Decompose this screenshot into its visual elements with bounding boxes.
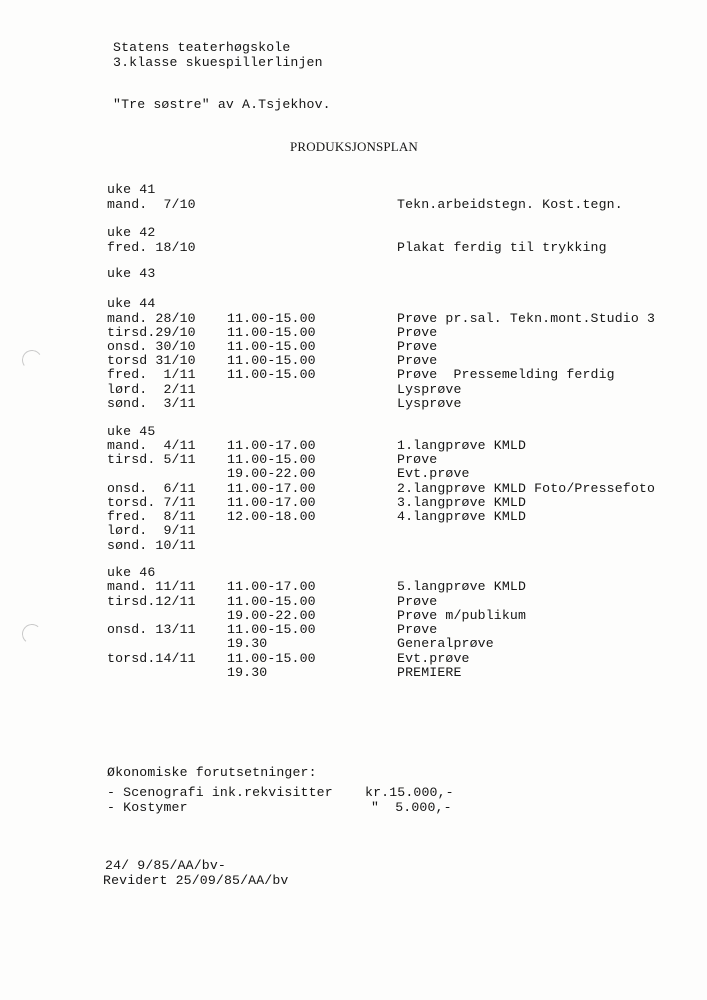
week-label: uke 42 bbox=[107, 225, 156, 240]
school-name: Statens teaterhøgskole bbox=[113, 40, 291, 55]
note: PREMIERE bbox=[397, 665, 462, 680]
note: Lysprøve bbox=[397, 382, 462, 397]
time-range: 19.30 bbox=[227, 665, 268, 680]
note: Tekn.arbeidstegn. Kost.tegn. bbox=[397, 197, 623, 212]
time-range: 11.00-17.00 bbox=[227, 495, 316, 510]
note: 2.langprøve KMLD Foto/Pressefoto bbox=[397, 481, 656, 496]
revision-line: Revidert 25/09/85/AA/bv bbox=[103, 873, 289, 888]
day-date: mand. 7/10 bbox=[107, 197, 196, 212]
note: Evt.prøve bbox=[397, 466, 470, 481]
day-date: fred. 18/10 bbox=[107, 240, 196, 255]
time-range: 11.00-15.00 bbox=[227, 353, 316, 368]
economy-item-amount: kr.15.000,- bbox=[365, 785, 454, 800]
day-date: mand. 28/10 bbox=[107, 311, 196, 326]
time-range: 11.00-15.00 bbox=[227, 594, 316, 609]
time-range: 19.30 bbox=[227, 636, 268, 651]
day-date: onsd. 30/10 bbox=[107, 339, 196, 354]
time-range: 11.00-17.00 bbox=[227, 481, 316, 496]
note: 4.langprøve KMLD bbox=[397, 509, 527, 524]
economy-heading: Økonomiske forutsetninger: bbox=[107, 765, 317, 780]
day-date: onsd. 13/11 bbox=[107, 622, 196, 637]
day-date: torsd 31/10 bbox=[107, 353, 196, 368]
economy-item-label: - Kostymer bbox=[107, 800, 188, 815]
note: Prøve bbox=[397, 339, 438, 354]
note: 5.langprøve KMLD bbox=[397, 579, 527, 594]
week-label: uke 43 bbox=[107, 266, 156, 281]
class-line: 3.klasse skuespillerlinjen bbox=[113, 55, 323, 70]
reference-line: 24/ 9/85/AA/bv- bbox=[105, 858, 226, 873]
week-label: uke 44 bbox=[107, 296, 156, 311]
page-title: PRODUKSJONSPLAN bbox=[290, 139, 418, 154]
note: Prøve bbox=[397, 325, 438, 340]
time-range: 11.00-15.00 bbox=[227, 367, 316, 382]
day-date: tirsd. 5/11 bbox=[107, 452, 196, 467]
time-range: 11.00-15.00 bbox=[227, 651, 316, 666]
punch-hole-mark bbox=[20, 348, 43, 371]
note: 3.langprøve KMLD bbox=[397, 495, 527, 510]
note: Prøve Pressemelding ferdig bbox=[397, 367, 615, 382]
day-date: fred. 8/11 bbox=[107, 509, 196, 524]
day-date: onsd. 6/11 bbox=[107, 481, 196, 496]
economy-item-label: - Scenografi ink.rekvisitter bbox=[107, 785, 333, 800]
day-date: tirsd.29/10 bbox=[107, 325, 196, 340]
note: Lysprøve bbox=[397, 396, 462, 411]
time-range: 11.00-15.00 bbox=[227, 622, 316, 637]
week-label: uke 46 bbox=[107, 565, 156, 580]
day-date: tirsd.12/11 bbox=[107, 594, 196, 609]
note: Prøve bbox=[397, 594, 438, 609]
time-range: 11.00-17.00 bbox=[227, 438, 316, 453]
note: Evt.prøve bbox=[397, 651, 470, 666]
time-range: 12.00-18.00 bbox=[227, 509, 316, 524]
note: Prøve bbox=[397, 622, 438, 637]
time-range: 19.00-22.00 bbox=[227, 608, 316, 623]
day-date: mand. 11/11 bbox=[107, 579, 196, 594]
day-date: torsd.14/11 bbox=[107, 651, 196, 666]
note: 1.langprøve KMLD bbox=[397, 438, 527, 453]
day-date: torsd. 7/11 bbox=[107, 495, 196, 510]
day-date: lørd. 2/11 bbox=[107, 382, 196, 397]
day-date: sønd. 10/11 bbox=[107, 538, 196, 553]
time-range: 11.00-15.00 bbox=[227, 311, 316, 326]
note: Prøve bbox=[397, 452, 438, 467]
punch-hole-mark bbox=[21, 623, 43, 645]
day-date: sønd. 3/11 bbox=[107, 396, 196, 411]
day-date: mand. 4/11 bbox=[107, 438, 196, 453]
play-title: "Tre søstre" av A.Tsjekhov. bbox=[113, 97, 331, 112]
day-date: lørd. 9/11 bbox=[107, 523, 196, 538]
day-date: fred. 1/11 bbox=[107, 367, 196, 382]
time-range: 11.00-15.00 bbox=[227, 325, 316, 340]
note: Plakat ferdig til trykking bbox=[397, 240, 607, 255]
time-range: 19.00-22.00 bbox=[227, 466, 316, 481]
note: Prøve pr.sal. Tekn.mont.Studio 3 bbox=[397, 311, 656, 326]
week-label: uke 45 bbox=[107, 424, 156, 439]
time-range: 11.00-15.00 bbox=[227, 452, 316, 467]
note: Generalprøve bbox=[397, 636, 494, 651]
time-range: 11.00-17.00 bbox=[227, 579, 316, 594]
note: Prøve bbox=[397, 353, 438, 368]
note: Prøve m/publikum bbox=[397, 608, 527, 623]
week-label: uke 41 bbox=[107, 182, 156, 197]
economy-item-amount: " 5.000,- bbox=[371, 800, 452, 815]
time-range: 11.00-15.00 bbox=[227, 339, 316, 354]
